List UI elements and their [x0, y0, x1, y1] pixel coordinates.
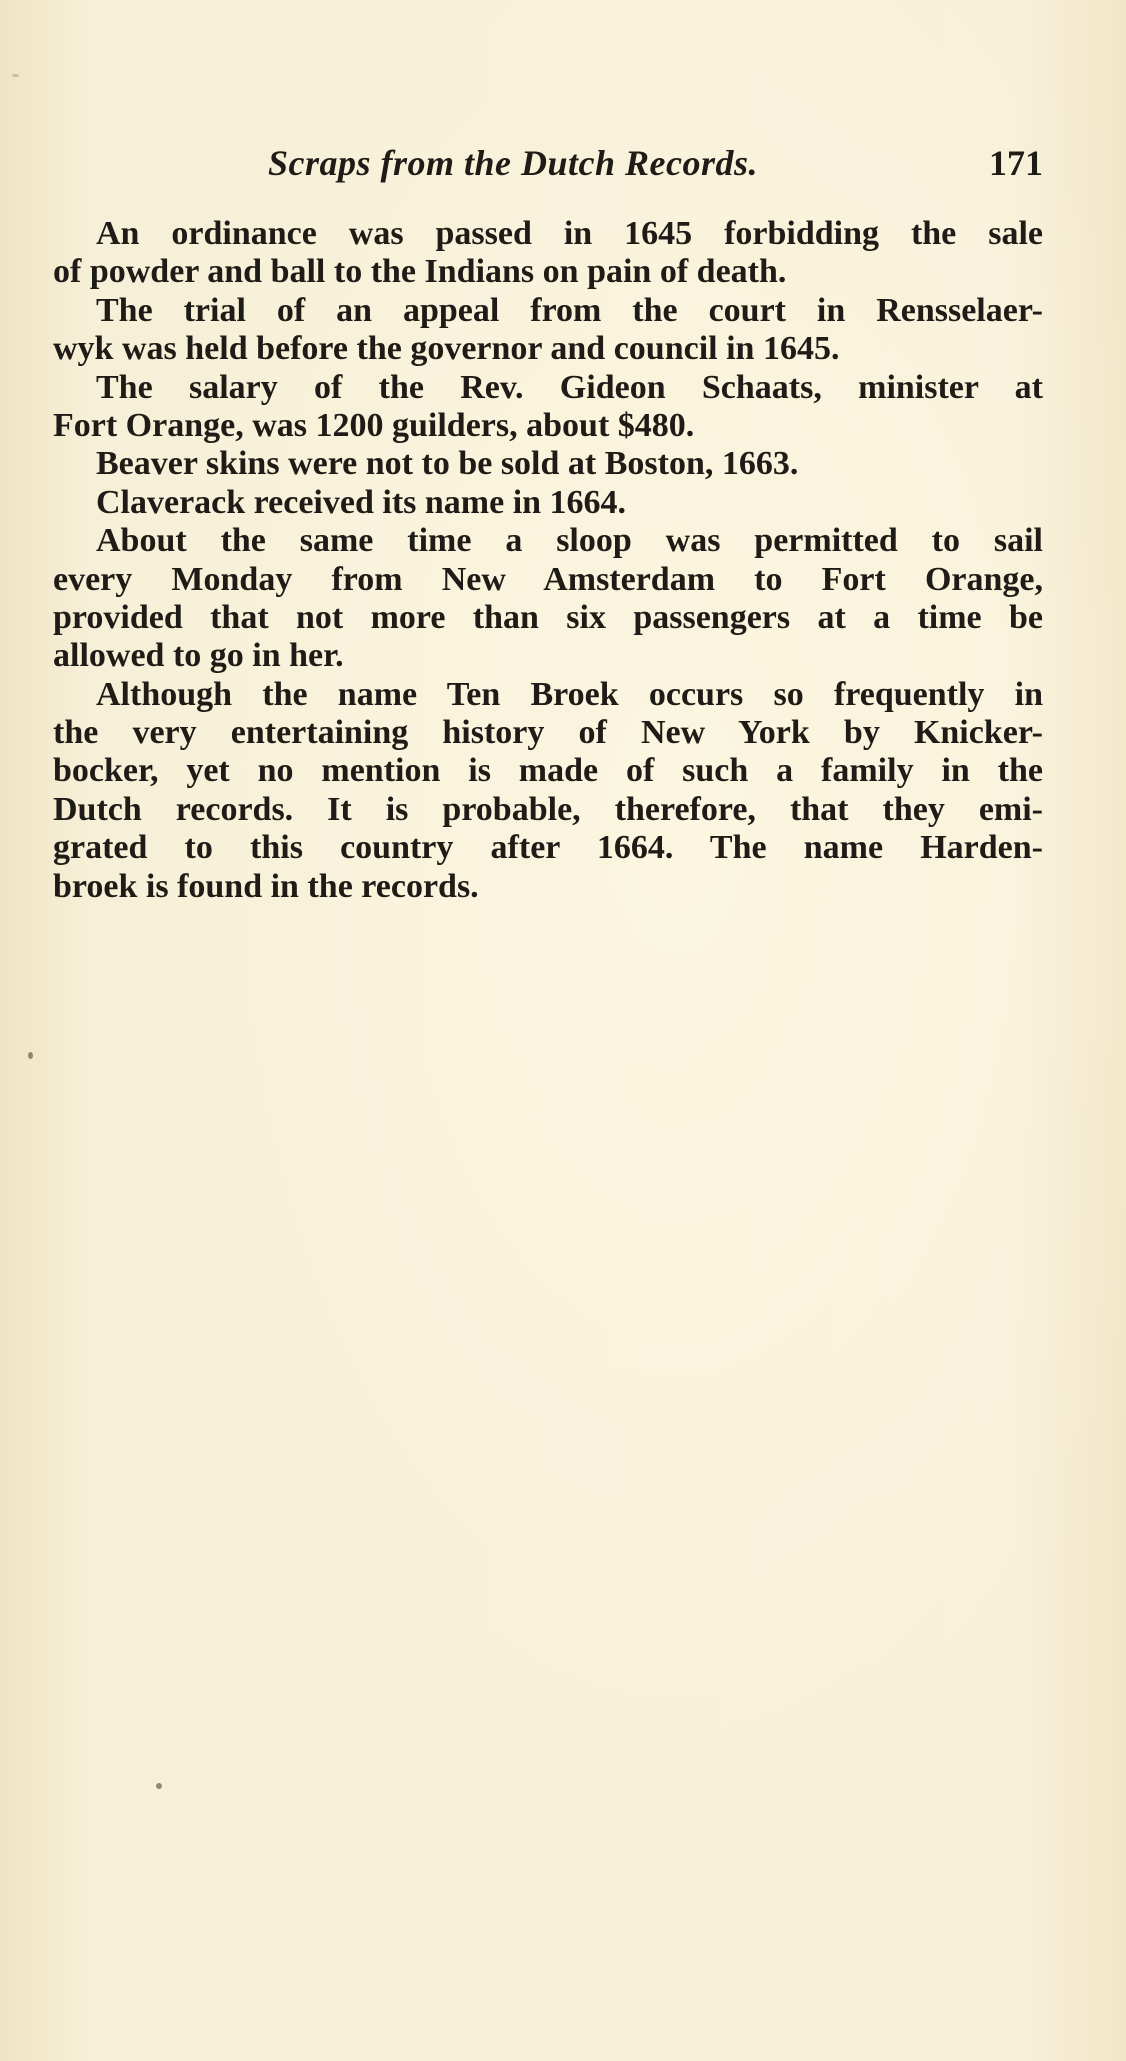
text-line: An ordinance was passed in 1645 forbidding the sale	[96, 215, 1043, 252]
text-line: The trial of an appeal from the court in Rensselaer-	[96, 291, 1043, 329]
text-line: broek is found in the records.	[53, 867, 479, 905]
text-line: Fort Orange, was 1200 guilders, about $480.	[53, 406, 695, 444]
text-line: grated to this country after 1664. The name Harden-	[53, 829, 1043, 867]
text-line: wyk was held before the governor and council in 1645.	[53, 330, 840, 368]
paper-speck	[28, 1052, 33, 1059]
text-line: the very entertaining history of New York by Knicker-	[53, 714, 1043, 752]
running-title: Scraps from the Dutch Records.	[268, 143, 759, 183]
text-line: About the same time a sloop was permitted to sail	[96, 522, 1043, 560]
text-line: Claverack received its name in 1664.	[96, 483, 627, 521]
paper-speck	[12, 74, 19, 77]
text-line: every Monday from New Amsterdam to Fort Orange,	[53, 560, 1043, 598]
text-line: provided that not more than six passengers at a time be	[53, 598, 1043, 636]
text-line: Dutch records. It is probable, therefore, that they emi-	[53, 790, 1043, 828]
text-line: of powder and ball to the Indians on pain of death.	[53, 253, 787, 291]
text-line: Beaver skins were not to be sold at Boston, 1663.	[96, 445, 799, 483]
text-line: The salary of the Rev. Gideon Schaats, minister at	[96, 368, 1043, 406]
body-text	[53, 215, 1043, 906]
paper-speck	[156, 1783, 162, 1789]
text-line: Although the name Ten Broek occurs so frequently in	[96, 675, 1043, 713]
text-line: bocker, yet no mention is made of such a family in the	[53, 752, 1043, 790]
running-head	[53, 142, 1043, 192]
page-number: 171	[989, 143, 1043, 183]
text-line: allowed to go in her.	[53, 637, 344, 675]
